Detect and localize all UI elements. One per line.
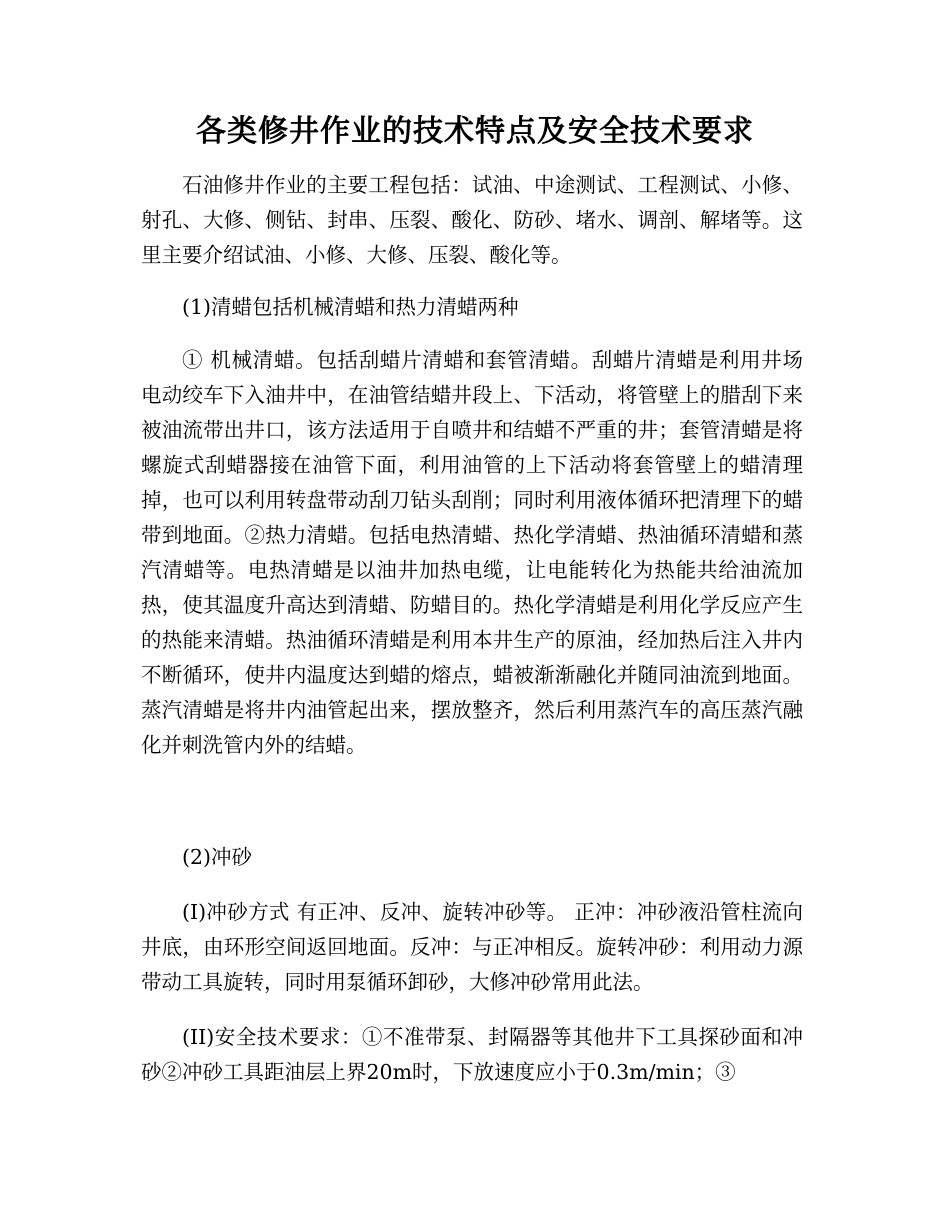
paragraph-intro: 石油修井作业的主要工程包括：试油、中途测试、工程测试、小修、射孔、大修、侧钻、封串、压裂、酸化、防砂、堵水、调剖、解堵等。这里主要介绍试油、小修、大修、压裂、酸化等。 (141, 173, 803, 267)
paragraph-wax-removal-methods: ① 机械清蜡。包括刮蜡片清蜡和套管清蜡。刮蜡片清蜡是利用井场电动绞车下入油井中，在油管结蜡井段上、下活动，将管壁上的腊刮下来被油流带出井口，该方法适用于自喷井和结蜡不严重的井；套管清蜡是将螺旋式刮蜡器接在油管下面，利用油管的上下活动将套管壁上的蜡清理掉，也可以利用转盘带动刮刀钻头刮削；同时利用液体循环把清理下的蜡带到地面。②热力清蜡。包括电热清蜡、热化学清蜡、热油循环清蜡和蒸汽清蜡等。电热清蜡是以油井加热电缆，让电能转化为热能共给油流加热，使其温度升高达到清蜡、防蜡目的。热化学清蜡是利用化学反应产生的热能来清蜡。热油循环清蜡是利用本井生产的原油，经加热后注入井内不断循环，使井内温度达到蜡的熔点，蜡被渐渐融化并随同油流到地面。蒸汽清蜡是将井内油管起出来，摆放整齐，然后利用蒸汽车的高压蒸汽融化并刺洗管内外的结蜡。 (141, 348, 803, 757)
document-title: 各类修井作业的技术特点及安全技术要求 (196, 114, 754, 149)
paragraph-safety-requirements: (II)安全技术要求：①不准带泵、封隔器等其他井下工具探砂面和冲砂②冲砂工具距油层上界20m时，下放速度应小于0.3m/min；③ (141, 1025, 803, 1084)
paragraph-heading-sand-flushing: (2)冲砂 (182, 845, 253, 869)
paragraph-heading-wax-removal: (1)清蜡包括机械清蜡和热力清蜡两种 (182, 295, 519, 319)
paragraph-sand-flushing-methods: (I)冲砂方式 有正冲、反冲、旋转冲砂等。 正冲：冲砂液沿管柱流向井底，由环形空间返回地面。反冲：与正冲相反。旋转冲砂：利用动力源带动工具旋转，同时用泵循环卸砂，大修冲砂常用此法。 (141, 900, 803, 994)
